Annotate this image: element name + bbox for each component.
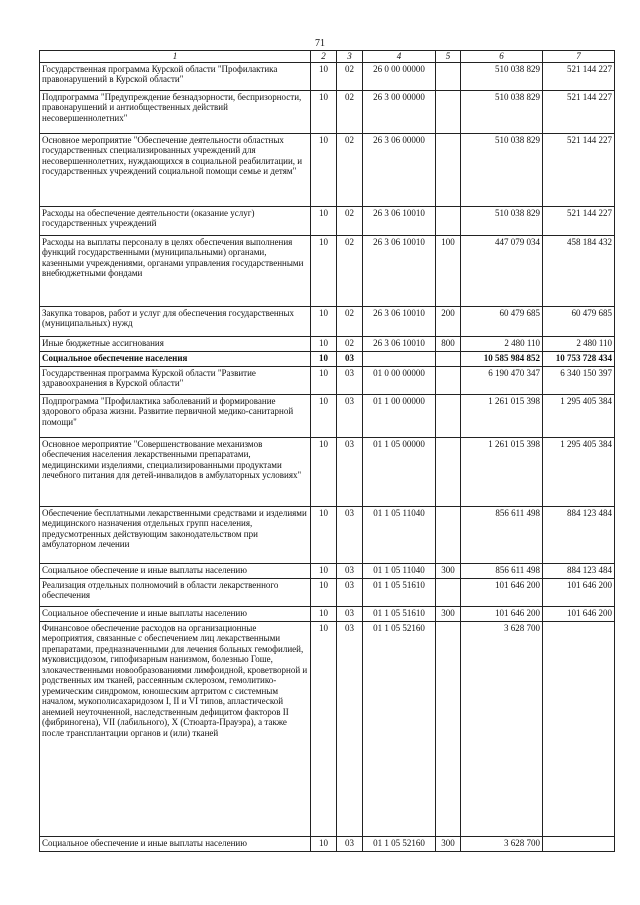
subsection-code-cell: 02 xyxy=(337,90,363,133)
expense-type-cell: 300 xyxy=(436,563,461,578)
amount-year1-cell: 3 628 700 xyxy=(461,836,543,851)
target-article-cell: 01 1 05 00000 xyxy=(363,437,436,506)
table-row xyxy=(40,563,615,578)
expense-type-cell: 300 xyxy=(436,836,461,851)
table-body xyxy=(40,62,615,851)
expense-type-cell xyxy=(436,437,461,506)
item-name-cell: Социальное обеспечение и иные выплаты населению xyxy=(40,563,311,578)
subsection-code-cell: 02 xyxy=(337,336,363,351)
table-row xyxy=(40,437,615,506)
expense-type-cell xyxy=(436,394,461,437)
column-number: 3 xyxy=(337,51,363,63)
target-article-cell: 01 1 00 00000 xyxy=(363,394,436,437)
expense-type-cell xyxy=(436,206,461,235)
amount-year2-cell: 60 479 685 xyxy=(543,306,615,336)
section-code-cell: 10 xyxy=(311,563,337,578)
amount-year1-cell: 510 038 829 xyxy=(461,62,543,90)
column-number: 6 xyxy=(461,51,543,63)
item-name-cell: Социальное обеспечение населения xyxy=(40,351,311,366)
section-code-cell: 10 xyxy=(311,235,337,306)
subsection-code-cell: 02 xyxy=(337,133,363,206)
item-name-cell: Обеспечение бесплатными лекарственными средствами и изделиями медицинского назначения отдельных групп населения, предусмотренных действующим законодательством при амбулаторном лечении xyxy=(40,506,311,563)
subsection-code-cell: 03 xyxy=(337,351,363,366)
amount-year1-cell: 856 611 498 xyxy=(461,506,543,563)
subsection-code-cell: 03 xyxy=(337,606,363,621)
target-article-cell: 01 1 05 11040 xyxy=(363,563,436,578)
expense-type-cell xyxy=(436,506,461,563)
column-number: 7 xyxy=(543,51,615,63)
expense-type-cell xyxy=(436,90,461,133)
item-name-cell: Основное мероприятие "Обеспечение деятельности областных государственных специализированных учреждений для несовершеннолетних, нуждающихся в социальной реабилитации, и государственных учреждений социальной помощи семье и детям" xyxy=(40,133,311,206)
expense-type-cell xyxy=(436,366,461,394)
table-row xyxy=(40,366,615,394)
amount-year2-cell: 2 480 110 xyxy=(543,336,615,351)
target-article-cell: 01 1 05 52160 xyxy=(363,621,436,836)
expense-type-cell xyxy=(436,621,461,836)
item-name-cell: Основное мероприятие "Совершенствование механизмов обеспечения населения лекарственными препаратами, медицинскими изделиями, специализированными продуктами лечебного питания для детей-инвалидов в амбулаторных условиях" xyxy=(40,437,311,506)
section-code-cell: 10 xyxy=(311,394,337,437)
subsection-code-cell: 03 xyxy=(337,836,363,851)
table-row xyxy=(40,506,615,563)
amount-year1-cell: 6 190 470 347 xyxy=(461,366,543,394)
amount-year2-cell: 1 295 405 384 xyxy=(543,394,615,437)
subsection-code-cell: 02 xyxy=(337,206,363,235)
section-code-cell: 10 xyxy=(311,90,337,133)
table-row xyxy=(40,621,615,836)
target-article-cell: 01 1 05 52160 xyxy=(363,836,436,851)
section-code-cell: 10 xyxy=(311,133,337,206)
amount-year2-cell: 884 123 484 xyxy=(543,563,615,578)
page-number: 71 xyxy=(315,38,325,49)
amount-year2-cell: 6 340 150 397 xyxy=(543,366,615,394)
subsection-code-cell: 03 xyxy=(337,437,363,506)
item-name-cell: Расходы на обеспечение деятельности (оказание услуг) государственных учреждений xyxy=(40,206,311,235)
expense-type-cell xyxy=(436,351,461,366)
amount-year2-cell xyxy=(543,621,615,836)
target-article-cell: 26 3 06 10010 xyxy=(363,306,436,336)
section-code-cell: 10 xyxy=(311,366,337,394)
section-code-cell: 10 xyxy=(311,437,337,506)
target-article-cell xyxy=(363,351,436,366)
item-name-cell: Подпрограмма "Профилактика заболеваний и формирование здорового образа жизни. Развитие первичной медико-санитарной помощи" xyxy=(40,394,311,437)
amount-year1-cell: 447 079 034 xyxy=(461,235,543,306)
item-name-cell: Расходы на выплаты персоналу в целях обеспечения выполнения функций государственными (муниципальными) органами, казенными учреждениями, органами управления государственными внебюджетными фондами xyxy=(40,235,311,306)
target-article-cell: 01 1 05 11040 xyxy=(363,506,436,563)
subsection-code-cell: 03 xyxy=(337,366,363,394)
section-code-cell: 10 xyxy=(311,621,337,836)
section-code-cell: 10 xyxy=(311,62,337,90)
amount-year1-cell: 2 480 110 xyxy=(461,336,543,351)
subsection-code-cell: 03 xyxy=(337,506,363,563)
column-number: 4 xyxy=(363,51,436,63)
target-article-cell: 26 3 06 00000 xyxy=(363,133,436,206)
amount-year1-cell: 10 585 984 852 xyxy=(461,351,543,366)
subsection-code-cell: 02 xyxy=(337,62,363,90)
section-code-cell: 10 xyxy=(311,306,337,336)
amount-year2-cell: 458 184 432 xyxy=(543,235,615,306)
target-article-cell: 01 1 05 51610 xyxy=(363,578,436,606)
item-name-cell: Социальное обеспечение и иные выплаты населению xyxy=(40,836,311,851)
table-row xyxy=(40,235,615,306)
amount-year2-cell: 884 123 484 xyxy=(543,506,615,563)
amount-year2-cell: 521 144 227 xyxy=(543,206,615,235)
section-code-cell: 10 xyxy=(311,578,337,606)
item-name-cell: Государственная программа Курской области "Развитие здравоохранения в Курской области" xyxy=(40,366,311,394)
amount-year1-cell: 60 479 685 xyxy=(461,306,543,336)
amount-year1-cell: 101 646 200 xyxy=(461,578,543,606)
subsection-code-cell: 03 xyxy=(337,578,363,606)
subsection-code-cell: 03 xyxy=(337,563,363,578)
target-article-cell: 01 1 05 51610 xyxy=(363,606,436,621)
table-row xyxy=(40,306,615,336)
amount-year2-cell: 521 144 227 xyxy=(543,62,615,90)
item-name-cell: Социальное обеспечение и иные выплаты населению xyxy=(40,606,311,621)
section-code-cell: 10 xyxy=(311,506,337,563)
amount-year2-cell: 10 753 728 434 xyxy=(543,351,615,366)
target-article-cell: 26 3 06 10010 xyxy=(363,336,436,351)
item-name-cell: Реализация отдельных полномочий в области лекарственного обеспечения xyxy=(40,578,311,606)
target-article-cell: 01 0 00 00000 xyxy=(363,366,436,394)
amount-year1-cell: 3 628 700 xyxy=(461,621,543,836)
subsection-code-cell: 03 xyxy=(337,621,363,836)
expense-type-cell: 100 xyxy=(436,235,461,306)
amount-year1-cell: 856 611 498 xyxy=(461,563,543,578)
amount-year1-cell: 510 038 829 xyxy=(461,90,543,133)
table-row xyxy=(40,206,615,235)
expense-type-cell: 800 xyxy=(436,336,461,351)
section-code-cell: 10 xyxy=(311,206,337,235)
amount-year1-cell: 510 038 829 xyxy=(461,206,543,235)
amount-year2-cell: 1 295 405 384 xyxy=(543,437,615,506)
column-number: 1 xyxy=(40,51,311,63)
table-row xyxy=(40,62,615,90)
amount-year2-cell: 101 646 200 xyxy=(543,578,615,606)
table-row xyxy=(40,394,615,437)
target-article-cell: 26 3 06 10010 xyxy=(363,235,436,306)
table-row xyxy=(40,336,615,351)
item-name-cell: Финансовое обеспечение расходов на организационные мероприятия, связанные с обеспечением лиц лекарственными препаратами, предназначенными для лечения больных гемофилией, муковисцидозом, гипофизарным нанизмом, болезнью Гоше, злокачественными новообразованиями лимфоидной, кроветворной и родственных им тканей, рассеянным склерозом, гемолитико-уремическим синдромом, юношеским артритом с системным началом, мукополисахаридозом I, II и VI типов, апластической анемией неуточненной, наследственным дефицитом факторов II (фибриногена), VII (лабильного), X (Стюарта-Прауэра), а также после трансплантации органов и (или) тканей xyxy=(40,621,311,836)
expense-type-cell xyxy=(436,578,461,606)
column-number-row xyxy=(40,51,615,63)
expense-type-cell xyxy=(436,62,461,90)
item-name-cell: Иные бюджетные ассигнования xyxy=(40,336,311,351)
table-row xyxy=(40,133,615,206)
amount-year2-cell xyxy=(543,836,615,851)
item-name-cell: Государственная программа Курской области "Профилактика правонарушений в Курской области" xyxy=(40,62,311,90)
amount-year1-cell: 101 646 200 xyxy=(461,606,543,621)
amount-year2-cell: 521 144 227 xyxy=(543,90,615,133)
amount-year1-cell: 1 261 015 398 xyxy=(461,437,543,506)
section-code-cell: 10 xyxy=(311,351,337,366)
amount-year2-cell: 521 144 227 xyxy=(543,133,615,206)
budget-table xyxy=(39,50,615,852)
section-code-cell: 10 xyxy=(311,836,337,851)
expense-type-cell: 300 xyxy=(436,606,461,621)
amount-year1-cell: 1 261 015 398 xyxy=(461,394,543,437)
table-row xyxy=(40,578,615,606)
section-code-cell: 10 xyxy=(311,336,337,351)
table-row xyxy=(40,606,615,621)
table-row xyxy=(40,90,615,133)
table-row xyxy=(40,351,615,366)
column-number: 2 xyxy=(311,51,337,63)
subsection-code-cell: 03 xyxy=(337,394,363,437)
target-article-cell: 26 0 00 00000 xyxy=(363,62,436,90)
amount-year2-cell: 101 646 200 xyxy=(543,606,615,621)
amount-year1-cell: 510 038 829 xyxy=(461,133,543,206)
subsection-code-cell: 02 xyxy=(337,306,363,336)
subsection-code-cell: 02 xyxy=(337,235,363,306)
expense-type-cell: 200 xyxy=(436,306,461,336)
target-article-cell: 26 3 00 00000 xyxy=(363,90,436,133)
expense-type-cell xyxy=(436,133,461,206)
column-number: 5 xyxy=(436,51,461,63)
section-code-cell: 10 xyxy=(311,606,337,621)
table-row xyxy=(40,836,615,851)
item-name-cell: Закупка товаров, работ и услуг для обеспечения государственных (муниципальных) нужд xyxy=(40,306,311,336)
item-name-cell: Подпрограмма "Предупреждение безнадзорности, беспризорности, правонарушений и антиобщественных действий несовершеннолетних" xyxy=(40,90,311,133)
target-article-cell: 26 3 06 10010 xyxy=(363,206,436,235)
